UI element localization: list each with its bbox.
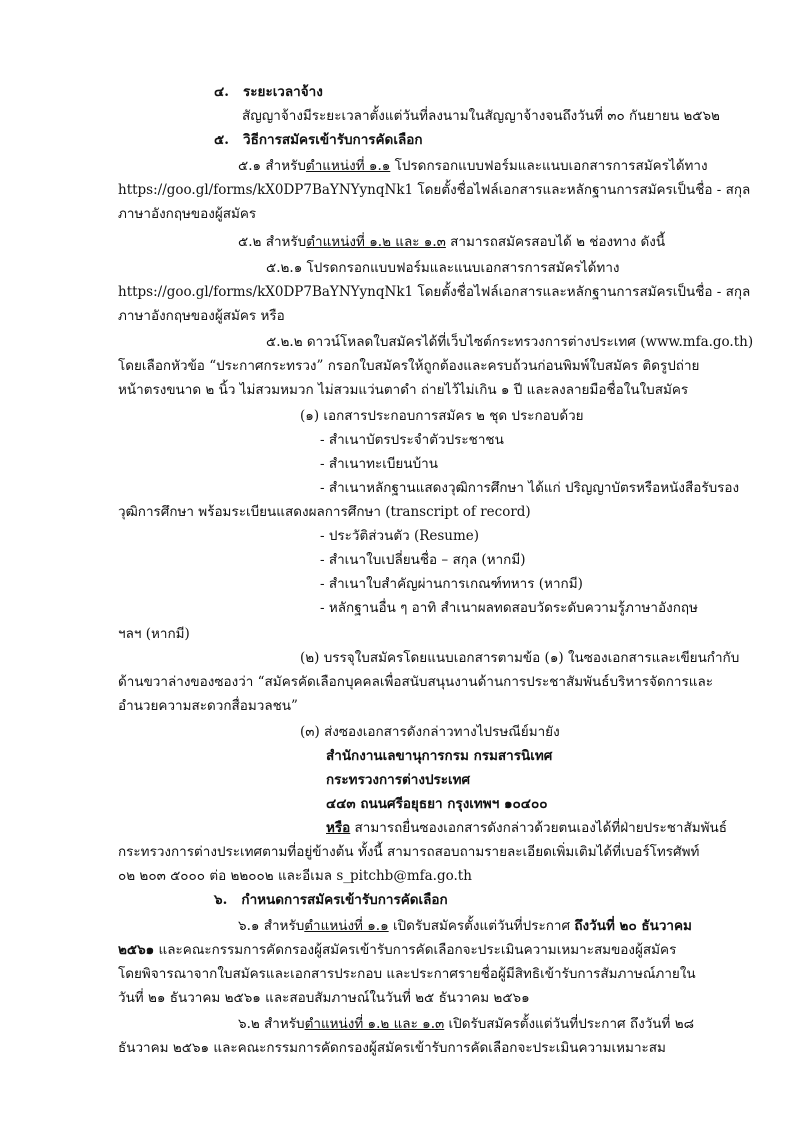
p61-line3: โดยพิจารณาจากใบสมัครและเอกสารประกอบ และประกาศรายชื่อผู้มีสิทธิเข้ารับการสัมภาษณ์ภายใน [118,966,696,982]
p61-line1 [238,920,692,934]
mail-intro: (๓) ส่งซองเอกสารดังกล่าวทางไปรษณีย์มายัง [300,724,560,740]
p521-line2: https://goo.gl/forms/kX0DP7BaYNYynqNk1 โดยตั้งชื่อไฟล์เอกสารและหลักฐานการสมัครเป็นชื่อ - สกุล [118,284,751,300]
p51-line1 [238,160,708,174]
envelope-line3: อำนวยความสะดวกสื่อมวลชน” [118,698,298,714]
p62-rest: เปิดรับสมัครตั้งแต่วันที่ประกาศ ถึงวันที่ ๒๘ [444,1016,695,1032]
p51-prefix: ๕.๑ สำหรับ [238,158,306,174]
mail-or-text: สามารถยื่นซองเอกสารดังกล่าวด้วยตนเองได้ที่ฝ่ายประชาสัมพันธ์ [350,820,727,836]
sec5-num: ๕. [214,132,229,148]
p62-prefix: ๖.๒ สำหรับ [238,1016,305,1032]
p52-prefix: ๕.๒ สำหรับ [238,234,307,250]
mail-line3: ๐๒ ๒๐๓ ๕๐๐๐ ต่อ ๒๒๐๐๒ และอีเมล s_pitchb@mfa.go.th [118,868,472,884]
envelope-line1: (๒) บรรจุใบสมัครโดยแนบเอกสารตามข้อ (๑) ในซองเอกสารและเขียนกำกับ [300,650,740,666]
p52-rest: สามารถสมัครสอบได้ ๒ ช่องทาง ดังนี้ [445,234,666,250]
p522-line3: หน้าตรงขนาด ๒ นิ้ว ไม่สวมหมวก ไม่สวมแว่นตาดำ ถ่ายไว้ไม่เกิน ๑ ปี และลงลายมือชื่อในใบสมัคร [118,382,689,398]
sec6-num: ๖. [214,892,228,908]
sec4-num: ๔. [214,84,229,100]
sec4-heading [214,86,323,100]
mail-address-line3: ๔๔๓ ถนนศรีอยุธยา กรุงเทพฯ ๑๐๔๐๐ [326,796,548,812]
mail-line2: กระทรวงการต่างประเทศตามที่อยู่ข้างต้น ทั้งนี้ สามารถสอบถามรายละเอียดเพิ่มเติมได้ที่เบอร์โทรศัพท์ [118,844,700,860]
docs-item: - หลักฐานอื่น ๆ อาทิ สำเนาผลทดสอบวัดระดับความรู้ภาษาอังกฤษ [320,600,698,616]
p51-position: ตำแหน่งที่ ๑.๑ [305,158,391,174]
p51-rest: โปรดกรอกแบบฟอร์มและแนบเอกสารการสมัครได้ทาง [390,158,708,174]
sec5-heading [214,134,423,148]
p61-line4: วันที่ ๒๑ ธันวาคม ๒๕๖๑ และสอบสัมภาษณ์ในวันที่ ๒๕ ธันวาคม ๒๕๖๑ [118,990,530,1006]
sec4-title: ระยะเวลาจ้าง [243,84,323,100]
p62-line1 [238,1018,694,1032]
docs-item-cont: ฯลฯ (หากมี) [118,626,190,642]
p62-line2: ธันวาคม ๒๕๖๑ และคณะกรรมการคัดกรองผู้สมัครเข้ารับการคัดเลือกจะประเมินความเหมาะสม [118,1040,666,1056]
mail-address-line2: กระทรวงการต่างประเทศ [326,772,471,788]
docs-intro: (๑) เอกสารประกอบการสมัคร ๒ ชุด ประกอบด้วย [300,408,584,424]
mail-or-word: หรือ [326,820,351,836]
p62-position: ตำแหน่งที่ ๑.๒ และ ๑.๓ [304,1016,445,1032]
p521-line1: ๕.๒.๑ โปรดกรอกแบบฟอร์มและแนบเอกสารการสมัครได้ทาง [266,260,620,276]
p522-line1: ๕.๒.๒ ดาวน์โหลดใบสมัครได้ที่เว็บไซต์กระทรวงการต่างประเทศ (www.mfa.go.th) [266,334,754,350]
docs-item: - สำเนาบัตรประจำตัวประชาชน [320,432,504,448]
p521-line3: ภาษาอังกฤษของผู้สมัคร หรือ [118,308,285,324]
sec6-heading [214,894,448,908]
p61-deadline: ถึงวันที่ ๒๐ ธันวาคม [574,918,692,934]
p61-position: ตำแหน่งที่ ๑.๑ [304,918,389,934]
p61-line2-text: และคณะกรรมการคัดกรองผู้สมัครเข้ารับการคัดเลือกจะประเมินความเหมาะสมของผู้สมัคร [154,942,677,958]
p61-line2 [118,944,676,958]
docs-item-cont: วุฒิการศึกษา พร้อมระเบียนแสดงผลการศึกษา (transcript of record) [118,504,531,520]
docs-item: - สำเนาหลักฐานแสดงวุฒิการศึกษา ได้แก่ ปริญญาบัตรหรือหนังสือรับรอง [320,480,740,496]
p52-position: ตำแหน่งที่ ๑.๒ และ ๑.๓ [306,234,446,250]
p51-line3: ภาษาอังกฤษของผู้สมัคร [118,206,257,222]
p522-line2: โดยเลือกหัวข้อ “ประกาศกระทรวง” กรอกใบสมัครให้ถูกต้องและครบถ้วนก่อนพิมพ์ใบสมัคร ติดรูปถ่าย [118,358,700,374]
mail-address-line1: สำนักงานเลขานุการกรม กรมสารนิเทศ [326,748,553,764]
p61-rest: เปิดรับสมัครตั้งแต่วันที่ประกาศ [388,918,575,934]
docs-item: - สำเนาใบสำคัญผ่านการเกณฑ์ทหาร (หากมี) [320,576,583,592]
sec5-title: วิธีการสมัครเข้ารับการคัดเลือก [243,132,423,148]
envelope-line2: ด้านขวาล่างของซองว่า “สมัครคัดเลือกบุคคลเพื่อสนับสนุนงานด้านการประชาสัมพันธ์บริหารจัดการและ [118,674,713,690]
sec6-title: กำหนดการสมัครเข้ารับการคัดเลือก [241,892,448,908]
p52-line1 [238,236,665,250]
docs-item: - สำเนาทะเบียนบ้าน [320,456,438,472]
docs-item: - สำเนาใบเปลี่ยนชื่อ – สกุล (หากมี) [320,552,526,568]
mail-or-line [326,822,727,836]
p51-line2: https://goo.gl/forms/kX0DP7BaYNYynqNk1 โดยตั้งชื่อไฟล์เอกสารและหลักฐานการสมัครเป็นชื่อ - สกุล [118,182,751,198]
docs-item: - ประวัติส่วนตัว (Resume) [320,528,480,544]
p61-year: ๒๕๖๑ [118,942,155,958]
p61-prefix: ๖.๑ สำหรับ [238,918,305,934]
sec4-text: สัญญาจ้างมีระยะเวลาตั้งแต่วันที่ลงนามในสัญญาจ้างจนถึงวันที่ ๓๐ กันยายน ๒๕๖๒ [242,108,720,124]
